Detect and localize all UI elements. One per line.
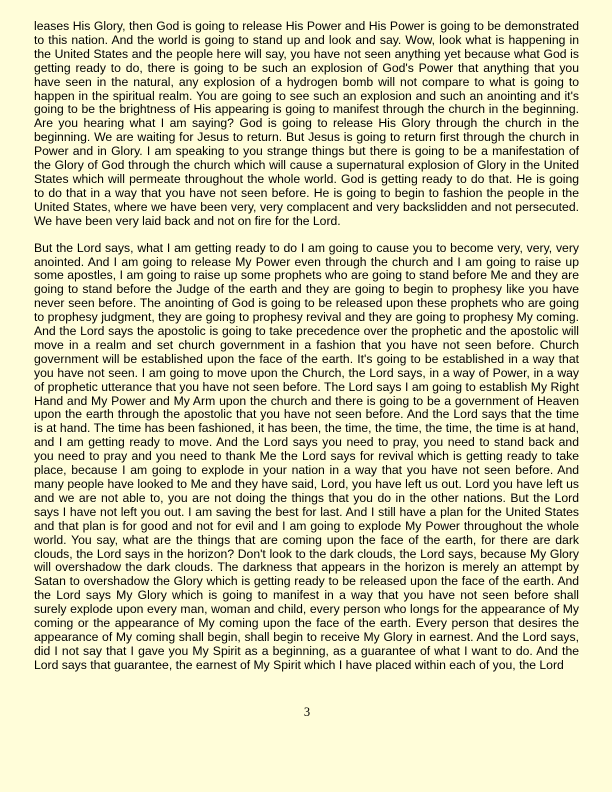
page-number: 3 xyxy=(303,705,311,719)
document-body xyxy=(34,20,579,686)
paragraph-2: But the Lord says, what I am getting ready to do I am going to cause you to become very, very, very anointed. And I am going to release My Power even through the church and I am going to raise up some apostles, I am going to raise up some prophets who are going to stand before Me and they are going to stand before the Judge of the earth and they are going to begin to prophesy like you have never seen before. The anointing of God is going to be released upon these prophets who are going to prophesy judgment, they are going to prophesy revival and they are going to prophesy My coming. And the Lord says the apostolic is going to take precedence over the prophetic and the apostolic will move in a realm and set church government in a fashion that you have not seen before. Church government will be established upon the face of the earth. It's going to be established in a way that you have not seen. I am going to move upon the Church, the Lord says, in a way of Power, in a way of prophetic utterance that you have not seen before. The Lord says I am going to establish My Right Hand and My Power and My Arm upon the church and there is going to be a government of Heaven upon the earth through the apostolic that you have not seen before. And the Lord says that the time is at hand. The time has been fashioned, it has been, the time, the time, the time, the time is at hand, and I am getting ready to move. And the Lord says you need to pray, you need to stand back and you need to pray and you need to thank Me the Lord says for revival which is getting ready to take place, because I am going to explode in your nation in a way that you have not seen before. And many people have looked to Me and they have said, Lord, you have left us out. Lord you have left us and we are not able to, you are not doing the things that you do in the other nations. But the Lord says I have not left you out. I am saving the best for last. And I still have a plan for the United States and that plan is for good and not for evil and I am going to explode My Power throughout the whole world. You say, what are the things that are coming upon the face of the earth, for there are dark clouds, the Lord says in the horizon? Don't look to the dark clouds, the Lord says, because My Glory will overshadow the dark clouds. The darkness that appears in the horizon is merely an attempt by Satan to overshadow the Glory which is getting ready to be released upon the face of the earth. And the Lord says My Glory which is going to manifest in a way that you have not seen before shall surely explode upon every man, woman and child, every person who longs for the appearance of My coming or the appearance of My coming upon the face of the earth. Every person that desires the appearance of My coming shall begin, shall begin to receive My Glory in earnest. And the Lord says, did I not say that I gave you My Spirit as a beginning, as a guarantee of what I want to do. And the Lord says that guarantee, the earnest of My Spirit which I have placed within each of you, the Lord xyxy=(34,240,579,672)
paragraph-1: leases His Glory, then God is going to release His Power and His Power is going to be demonstrated to this nation. And the world is going to stand up and look and say. Wow, look what is happening in the United States and the people here will say, you have not seen anything yet because what God is getting ready to do, there is going to be such an explosion of God's Power that anything that you have seen in the natural, any explosion of a hydrogen bomb will not compare to what is going to happen in the spiritual realm. You are going to see such an explosion and such an anointing and it's going to be the brightness of His appearing is going to manifest through the church in the beginning. Are you hearing what I am saying? God is going to release His Glory through the church in the beginning. We are waiting for Jesus to return. But Jesus is going to return first through the church in Power and in Glory. I am speaking to you strange things but there is going to be a manifestation of the Glory of God through the church which will cause a supernatural explosion of Glory in the United States which will permeate throughout the whole world. God is getting ready to do that. He is going to do that in a way that you have not seen before. He is going to begin to fashion the people in the United States, where we have been very, very complacent and very backslidden and not persecuted. We have been very laid back and not on fire for the Lord. xyxy=(34,19,579,228)
